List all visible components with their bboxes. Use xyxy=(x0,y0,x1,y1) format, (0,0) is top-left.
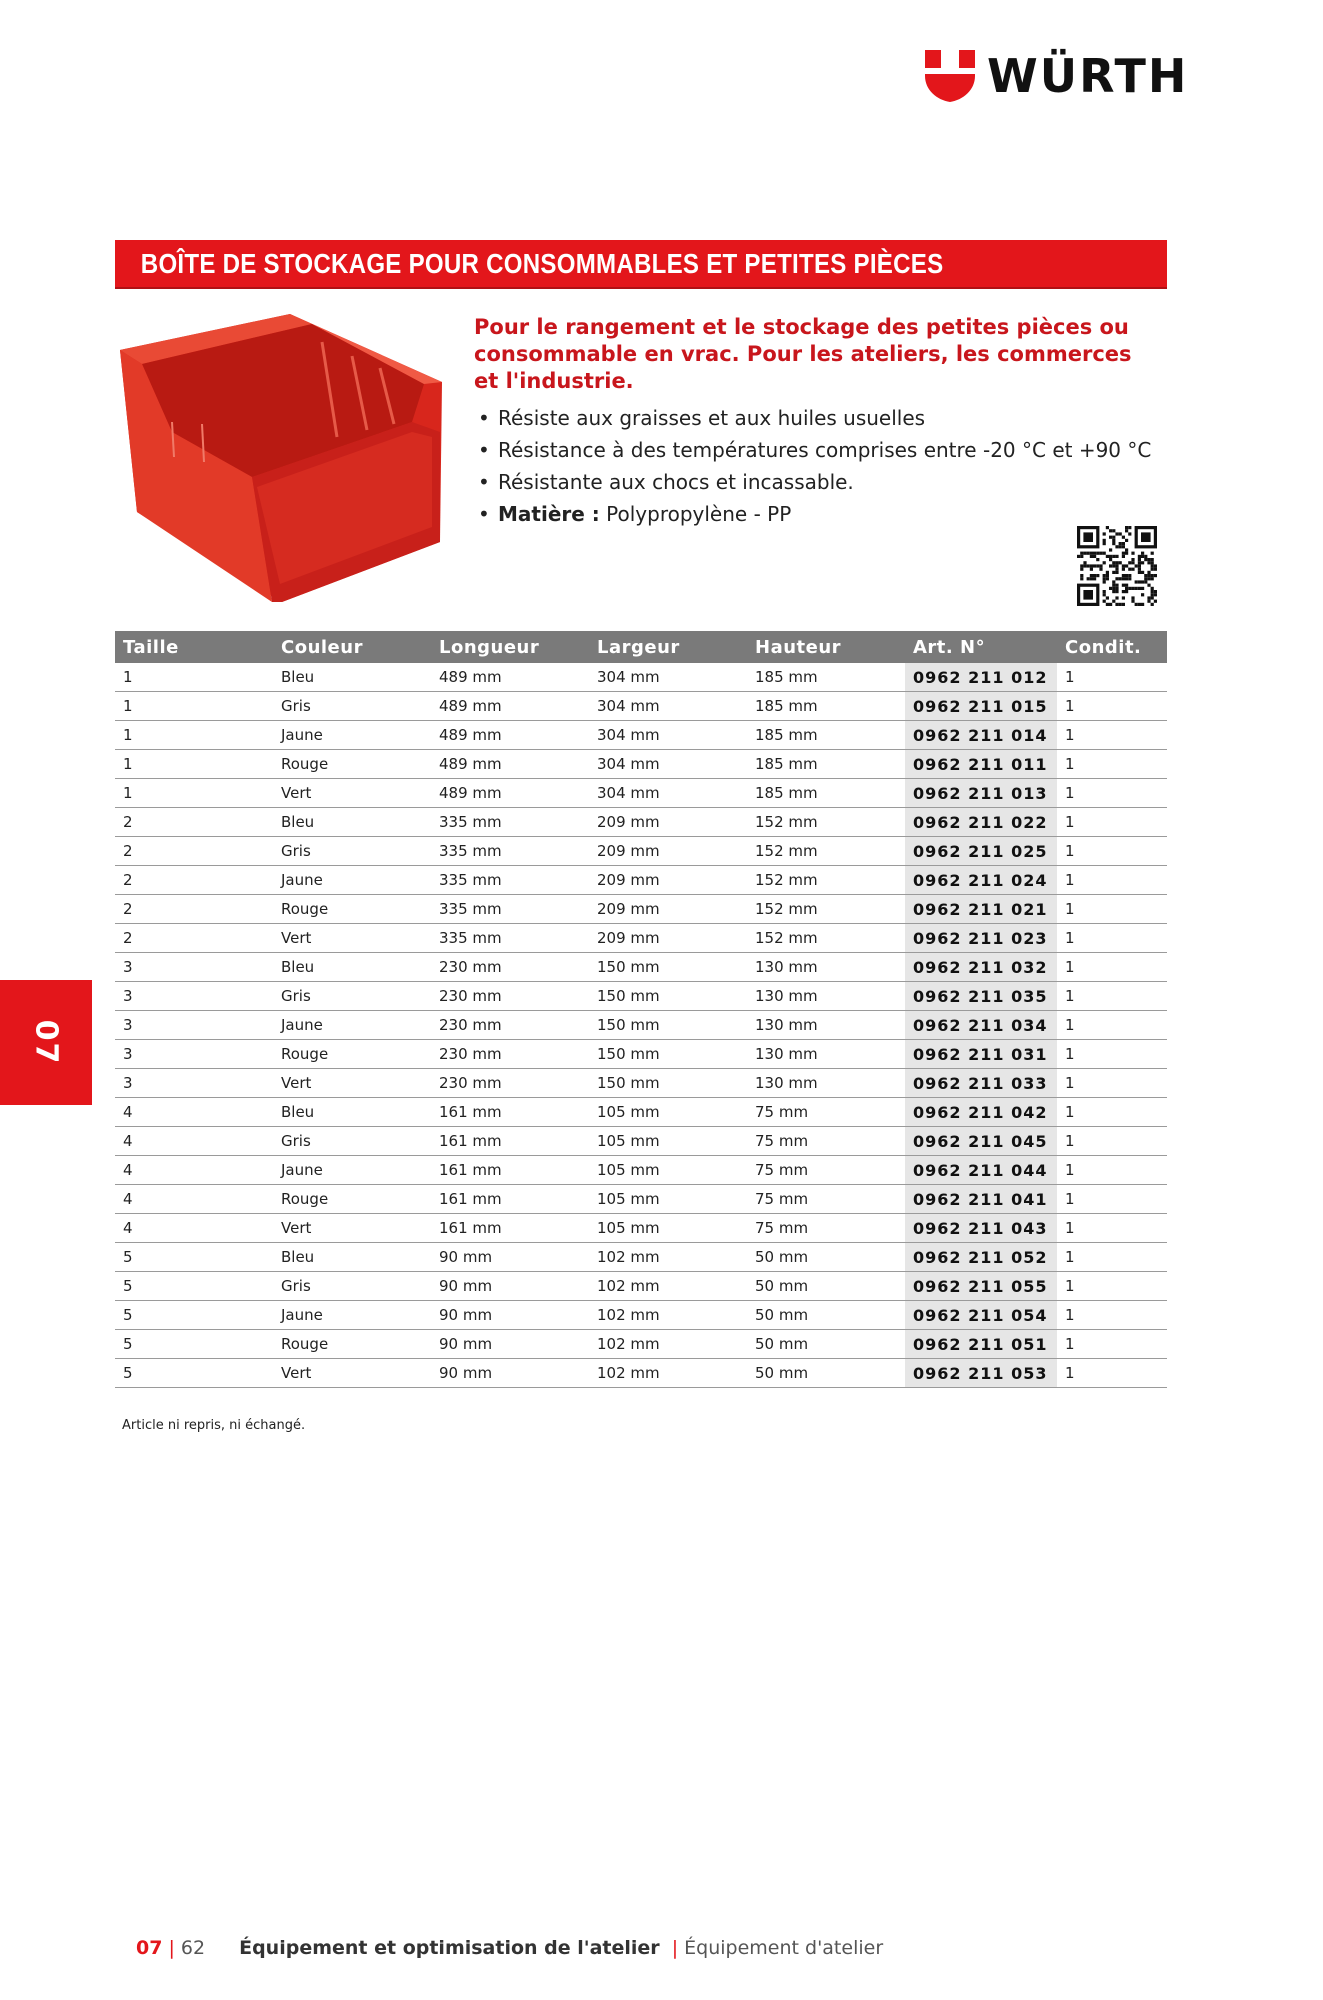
cell-taille: 5 xyxy=(115,1330,273,1359)
wurth-logo-icon xyxy=(925,50,975,102)
cell-longueur: 489 mm xyxy=(431,663,589,692)
cell-condit: 1 xyxy=(1057,1040,1167,1069)
table-row xyxy=(115,1301,1167,1330)
cell-art-no: 0962 211 045 xyxy=(905,1127,1057,1156)
header-largeur: Largeur xyxy=(589,631,747,663)
cell-taille: 3 xyxy=(115,982,273,1011)
table-row xyxy=(115,808,1167,837)
cell-condit: 1 xyxy=(1057,1272,1167,1301)
cell-taille: 2 xyxy=(115,895,273,924)
table-row xyxy=(115,692,1167,721)
cell-couleur: Vert xyxy=(273,924,431,953)
cell-art-no: 0962 211 023 xyxy=(905,924,1057,953)
cell-taille: 3 xyxy=(115,1011,273,1040)
cell-taille: 4 xyxy=(115,1156,273,1185)
cell-art-no: 0962 211 042 xyxy=(905,1098,1057,1127)
cell-hauteur: 185 mm xyxy=(747,750,905,779)
cell-condit: 1 xyxy=(1057,1156,1167,1185)
cell-hauteur: 130 mm xyxy=(747,953,905,982)
cell-largeur: 304 mm xyxy=(589,750,747,779)
page-footer xyxy=(136,1937,883,1959)
cell-longueur: 335 mm xyxy=(431,866,589,895)
cell-art-no: 0962 211 053 xyxy=(905,1359,1057,1388)
cell-couleur: Vert xyxy=(273,779,431,808)
cell-hauteur: 130 mm xyxy=(747,1069,905,1098)
cell-largeur: 150 mm xyxy=(589,953,747,982)
footer-chapter: 07 xyxy=(136,1937,163,1959)
cell-largeur: 304 mm xyxy=(589,779,747,808)
table-row xyxy=(115,1185,1167,1214)
cell-couleur: Rouge xyxy=(273,895,431,924)
cell-longueur: 90 mm xyxy=(431,1359,589,1388)
table-row xyxy=(115,895,1167,924)
cell-largeur: 304 mm xyxy=(589,692,747,721)
wurth-logo xyxy=(925,50,1188,102)
cell-hauteur: 152 mm xyxy=(747,924,905,953)
cell-taille: 2 xyxy=(115,924,273,953)
table-row xyxy=(115,1359,1167,1388)
cell-art-no: 0962 211 035 xyxy=(905,982,1057,1011)
cell-condit: 1 xyxy=(1057,953,1167,982)
cell-couleur: Rouge xyxy=(273,1330,431,1359)
cell-couleur: Gris xyxy=(273,982,431,1011)
cell-couleur: Jaune xyxy=(273,1156,431,1185)
cell-couleur: Vert xyxy=(273,1069,431,1098)
cell-largeur: 304 mm xyxy=(589,721,747,750)
cell-condit: 1 xyxy=(1057,692,1167,721)
cell-couleur: Vert xyxy=(273,1359,431,1388)
cell-art-no: 0962 211 024 xyxy=(905,866,1057,895)
cell-art-no: 0962 211 033 xyxy=(905,1069,1057,1098)
cell-largeur: 102 mm xyxy=(589,1301,747,1330)
cell-couleur: Gris xyxy=(273,692,431,721)
cell-largeur: 150 mm xyxy=(589,982,747,1011)
cell-largeur: 105 mm xyxy=(589,1098,747,1127)
cell-art-no: 0962 211 032 xyxy=(905,953,1057,982)
cell-hauteur: 185 mm xyxy=(747,721,905,750)
cell-longueur: 489 mm xyxy=(431,750,589,779)
cell-hauteur: 130 mm xyxy=(747,1040,905,1069)
cell-longueur: 489 mm xyxy=(431,692,589,721)
cell-taille: 5 xyxy=(115,1272,273,1301)
cell-taille: 1 xyxy=(115,721,273,750)
cell-largeur: 105 mm xyxy=(589,1214,747,1243)
cell-longueur: 230 mm xyxy=(431,1011,589,1040)
table-row xyxy=(115,1127,1167,1156)
cell-hauteur: 50 mm xyxy=(747,1330,905,1359)
cell-art-no: 0962 211 014 xyxy=(905,721,1057,750)
cell-largeur: 150 mm xyxy=(589,1011,747,1040)
cell-condit: 1 xyxy=(1057,721,1167,750)
cell-condit: 1 xyxy=(1057,1098,1167,1127)
cell-longueur: 230 mm xyxy=(431,1040,589,1069)
cell-art-no: 0962 211 025 xyxy=(905,837,1057,866)
cell-art-no: 0962 211 043 xyxy=(905,1214,1057,1243)
header-longueur: Longueur xyxy=(431,631,589,663)
cell-condit: 1 xyxy=(1057,1214,1167,1243)
cell-taille: 4 xyxy=(115,1098,273,1127)
cell-art-no: 0962 211 054 xyxy=(905,1301,1057,1330)
cell-longueur: 230 mm xyxy=(431,1069,589,1098)
cell-longueur: 335 mm xyxy=(431,895,589,924)
cell-art-no: 0962 211 031 xyxy=(905,1040,1057,1069)
material-item xyxy=(474,498,1164,530)
table-row xyxy=(115,1098,1167,1127)
cell-hauteur: 75 mm xyxy=(747,1185,905,1214)
cell-largeur: 150 mm xyxy=(589,1040,747,1069)
cell-hauteur: 152 mm xyxy=(747,895,905,924)
cell-condit: 1 xyxy=(1057,1359,1167,1388)
table-row xyxy=(115,1214,1167,1243)
storage-bin-image xyxy=(112,312,452,602)
cell-condit: 1 xyxy=(1057,1011,1167,1040)
intro-text: Pour le rangement et le stockage des petites pièces ou consommable en vrac. Pour les ateliers, les commerces et l'industrie. xyxy=(474,315,1132,393)
cell-taille: 1 xyxy=(115,750,273,779)
cell-hauteur: 130 mm xyxy=(747,982,905,1011)
table-header-row xyxy=(115,631,1167,663)
cell-longueur: 161 mm xyxy=(431,1156,589,1185)
cell-condit: 1 xyxy=(1057,1301,1167,1330)
table-row xyxy=(115,1272,1167,1301)
cell-art-no: 0962 211 041 xyxy=(905,1185,1057,1214)
cell-condit: 1 xyxy=(1057,808,1167,837)
cell-longueur: 161 mm xyxy=(431,1185,589,1214)
header-hauteur: Hauteur xyxy=(747,631,905,663)
cell-condit: 1 xyxy=(1057,982,1167,1011)
spec-table-body xyxy=(115,663,1167,1388)
cell-taille: 1 xyxy=(115,692,273,721)
cell-largeur: 209 mm xyxy=(589,924,747,953)
cell-largeur: 105 mm xyxy=(589,1156,747,1185)
cell-art-no: 0962 211 015 xyxy=(905,692,1057,721)
cell-hauteur: 50 mm xyxy=(747,1243,905,1272)
cell-longueur: 230 mm xyxy=(431,982,589,1011)
cell-art-no: 0962 211 034 xyxy=(905,1011,1057,1040)
cell-largeur: 209 mm xyxy=(589,837,747,866)
cell-couleur: Rouge xyxy=(273,1040,431,1069)
footnote: Article ni repris, ni échangé. xyxy=(122,1418,306,1433)
cell-taille: 2 xyxy=(115,808,273,837)
cell-art-no: 0962 211 021 xyxy=(905,895,1057,924)
cell-taille: 3 xyxy=(115,1069,273,1098)
footer-separator: | xyxy=(671,1937,679,1959)
table-row xyxy=(115,721,1167,750)
cell-taille: 3 xyxy=(115,1040,273,1069)
cell-taille: 3 xyxy=(115,953,273,982)
cell-couleur: Gris xyxy=(273,1272,431,1301)
header-couleur: Couleur xyxy=(273,631,431,663)
cell-longueur: 335 mm xyxy=(431,924,589,953)
cell-longueur: 489 mm xyxy=(431,779,589,808)
cell-condit: 1 xyxy=(1057,779,1167,808)
brand-name: WÜRTH xyxy=(987,49,1189,103)
cell-hauteur: 152 mm xyxy=(747,837,905,866)
cell-hauteur: 50 mm xyxy=(747,1359,905,1388)
cell-largeur: 102 mm xyxy=(589,1243,747,1272)
table-row xyxy=(115,866,1167,895)
cell-condit: 1 xyxy=(1057,1243,1167,1272)
cell-condit: 1 xyxy=(1057,1127,1167,1156)
cell-hauteur: 185 mm xyxy=(747,663,905,692)
cell-taille: 2 xyxy=(115,837,273,866)
cell-couleur: Gris xyxy=(273,837,431,866)
feature-list xyxy=(474,402,1164,530)
cell-largeur: 102 mm xyxy=(589,1330,747,1359)
cell-largeur: 150 mm xyxy=(589,1069,747,1098)
cell-largeur: 105 mm xyxy=(589,1127,747,1156)
cell-largeur: 209 mm xyxy=(589,866,747,895)
cell-couleur: Jaune xyxy=(273,1301,431,1330)
cell-hauteur: 75 mm xyxy=(747,1156,905,1185)
feature-item: • Résiste aux graisses et aux huiles usuelles xyxy=(474,402,1164,434)
qr-code-icon[interactable] xyxy=(1077,526,1157,606)
cell-taille: 4 xyxy=(115,1127,273,1156)
cell-couleur: Bleu xyxy=(273,808,431,837)
cell-longueur: 90 mm xyxy=(431,1301,589,1330)
chapter-side-tab xyxy=(0,980,92,1105)
table-row xyxy=(115,1011,1167,1040)
cell-couleur: Jaune xyxy=(273,866,431,895)
cell-hauteur: 185 mm xyxy=(747,779,905,808)
cell-couleur: Bleu xyxy=(273,953,431,982)
page-title: BOÎTE DE STOCKAGE POUR CONSOMMABLES ET PETITES PIÈCES xyxy=(140,247,944,279)
table-row xyxy=(115,837,1167,866)
footer-page-number: 62 xyxy=(180,1937,206,1959)
cell-taille: 5 xyxy=(115,1301,273,1330)
table-row xyxy=(115,1040,1167,1069)
table-row xyxy=(115,924,1167,953)
cell-condit: 1 xyxy=(1057,1185,1167,1214)
feature-item: • Résistance à des températures comprises entre -20 °C et +90 °C xyxy=(474,434,1164,466)
cell-hauteur: 75 mm xyxy=(747,1098,905,1127)
material-value: Polypropylène - PP xyxy=(606,502,792,526)
table-row xyxy=(115,953,1167,982)
cell-taille: 2 xyxy=(115,866,273,895)
cell-taille: 5 xyxy=(115,1243,273,1272)
feature-item: • Résistante aux chocs et incassable. xyxy=(474,466,1164,498)
table-row xyxy=(115,1330,1167,1359)
cell-couleur: Gris xyxy=(273,1127,431,1156)
cell-condit: 1 xyxy=(1057,837,1167,866)
cell-condit: 1 xyxy=(1057,1330,1167,1359)
cell-hauteur: 50 mm xyxy=(747,1272,905,1301)
cell-taille: 4 xyxy=(115,1185,273,1214)
cell-hauteur: 75 mm xyxy=(747,1214,905,1243)
cell-hauteur: 185 mm xyxy=(747,692,905,721)
cell-hauteur: 75 mm xyxy=(747,1127,905,1156)
cell-condit: 1 xyxy=(1057,895,1167,924)
header-taille: Taille xyxy=(115,631,273,663)
cell-taille: 5 xyxy=(115,1359,273,1388)
header-condit: Condit. xyxy=(1057,631,1167,663)
cell-longueur: 161 mm xyxy=(431,1098,589,1127)
cell-hauteur: 152 mm xyxy=(747,866,905,895)
table-row xyxy=(115,663,1167,692)
cell-largeur: 105 mm xyxy=(589,1185,747,1214)
table-row xyxy=(115,779,1167,808)
cell-largeur: 209 mm xyxy=(589,895,747,924)
cell-longueur: 90 mm xyxy=(431,1243,589,1272)
cell-longueur: 489 mm xyxy=(431,721,589,750)
cell-art-no: 0962 211 055 xyxy=(905,1272,1057,1301)
section-title-bar xyxy=(115,240,1167,289)
cell-largeur: 304 mm xyxy=(589,663,747,692)
cell-condit: 1 xyxy=(1057,924,1167,953)
table-row xyxy=(115,1156,1167,1185)
cell-couleur: Bleu xyxy=(273,663,431,692)
table-row xyxy=(115,982,1167,1011)
chapter-number: 07 xyxy=(28,1019,64,1066)
cell-longueur: 335 mm xyxy=(431,837,589,866)
cell-taille: 1 xyxy=(115,779,273,808)
footer-section: Équipement et optimisation de l'atelier xyxy=(239,1937,660,1959)
cell-couleur: Rouge xyxy=(273,750,431,779)
cell-art-no: 0962 211 012 xyxy=(905,663,1057,692)
cell-condit: 1 xyxy=(1057,866,1167,895)
cell-largeur: 102 mm xyxy=(589,1272,747,1301)
cell-art-no: 0962 211 011 xyxy=(905,750,1057,779)
table-row xyxy=(115,1069,1167,1098)
cell-longueur: 90 mm xyxy=(431,1272,589,1301)
cell-longueur: 161 mm xyxy=(431,1127,589,1156)
cell-condit: 1 xyxy=(1057,1069,1167,1098)
cell-hauteur: 50 mm xyxy=(747,1301,905,1330)
cell-longueur: 161 mm xyxy=(431,1214,589,1243)
footer-separator: | xyxy=(168,1937,175,1959)
cell-condit: 1 xyxy=(1057,750,1167,779)
cell-couleur: Jaune xyxy=(273,721,431,750)
cell-couleur: Rouge xyxy=(273,1185,431,1214)
cell-longueur: 335 mm xyxy=(431,808,589,837)
spec-table xyxy=(115,631,1167,1388)
cell-couleur: Bleu xyxy=(273,1243,431,1272)
cell-taille: 4 xyxy=(115,1214,273,1243)
cell-art-no: 0962 211 051 xyxy=(905,1330,1057,1359)
table-row xyxy=(115,1243,1167,1272)
table-row xyxy=(115,750,1167,779)
cell-largeur: 209 mm xyxy=(589,808,747,837)
cell-largeur: 102 mm xyxy=(589,1359,747,1388)
cell-couleur: Bleu xyxy=(273,1098,431,1127)
cell-longueur: 90 mm xyxy=(431,1330,589,1359)
footer-subsection: Équipement d'atelier xyxy=(684,1937,884,1959)
cell-art-no: 0962 211 052 xyxy=(905,1243,1057,1272)
cell-couleur: Jaune xyxy=(273,1011,431,1040)
cell-condit: 1 xyxy=(1057,663,1167,692)
material-label: Matière : xyxy=(498,502,600,526)
cell-art-no: 0962 211 022 xyxy=(905,808,1057,837)
cell-hauteur: 152 mm xyxy=(747,808,905,837)
cell-art-no: 0962 211 044 xyxy=(905,1156,1057,1185)
cell-taille: 1 xyxy=(115,663,273,692)
header-art-no: Art. N° xyxy=(905,631,1057,663)
cell-hauteur: 130 mm xyxy=(747,1011,905,1040)
cell-art-no: 0962 211 013 xyxy=(905,779,1057,808)
cell-longueur: 230 mm xyxy=(431,953,589,982)
cell-couleur: Vert xyxy=(273,1214,431,1243)
